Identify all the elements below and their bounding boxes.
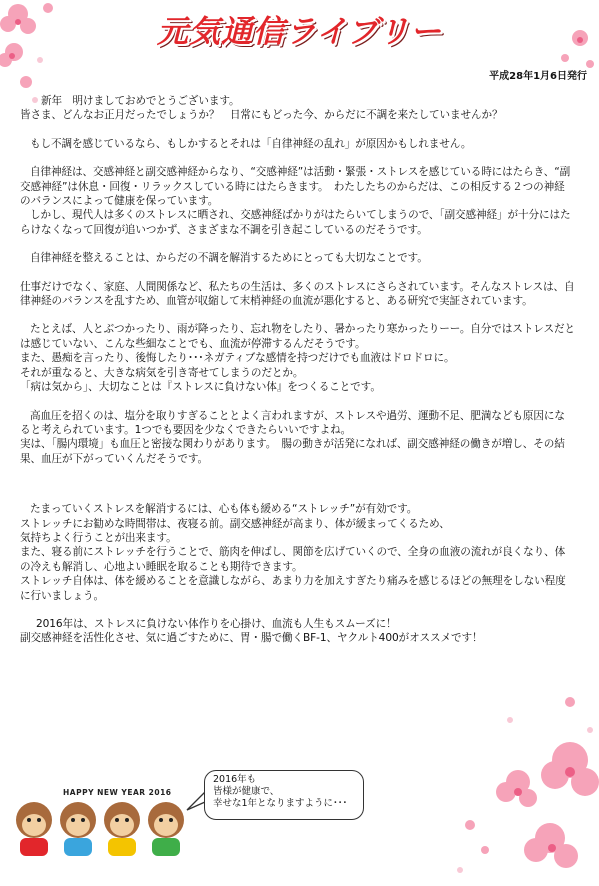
- text-line: 高血圧を招くのは、塩分を取りすぎることとよく言われますが、ストレスや過労、運動不足、肥満なども原因になると考えられています。1つでも要因を少なくできたらいいですよね。: [20, 409, 565, 436]
- text-line: ストレッチ自体は、体を緩めることを意識しながら、あまり力を加えすぎたり痛みを感じるほどの無理をしない程度に行いましょう。: [20, 575, 566, 602]
- text-line: たとえば、人とぶつかったり、雨が降ったり、忘れ物をしたり、暑かったり寒かったりーー。自分ではストレスだとは感じていない、こんな些細なことでも、血流が停滞するんだそうです。: [20, 323, 575, 350]
- text-line: ストレッチにお勧めな時間帯は、夜寝る前。副交感神経が高まり、体が緩まってくるため、: [20, 517, 450, 530]
- paragraph-examples: [20, 322, 575, 394]
- monkey-illustration: [12, 798, 192, 860]
- bubble-line: 幸せな1年となりますように･･･: [213, 798, 348, 809]
- speech-bubble: [204, 770, 364, 820]
- paragraph-importance: [20, 251, 575, 265]
- paragraph-greeting: [20, 94, 575, 123]
- bubble-line: 皆様が健康で、: [213, 786, 280, 797]
- paragraph-intro: [20, 137, 575, 151]
- text-line: たまっていくストレスを解消するには、心も体も緩める“ストレッチ”が有効です。: [30, 503, 418, 516]
- text-line: 皆さま、どんなお正月だったでしょうか？ 日常にもどった今、からだに不調を来たしていませんか？: [20, 109, 503, 122]
- text-line: 2016年は、ストレスに負けない体作りを心掛け、血流も人生もスムーズに！: [36, 617, 397, 630]
- paragraph-closing: [20, 617, 575, 646]
- happy-new-year-label: HAPPY NEW YEAR 2016: [63, 788, 172, 797]
- monkey-icon: [16, 802, 52, 856]
- text-line: それが重なると、大きな病気を引き寄せてしまうのだとか。: [20, 366, 304, 379]
- monkey-icon: [60, 802, 96, 856]
- text-line: 自律神経は、交感神経と副交感神経からなり、“交感神経”は活動・緊張・ストレスを感じている時にはたらき、“副交感神経”は休息・回復・リラックスしている時にはたらきます。 わたしたちのからだは、この相反する２つの神経のバランスによって健康を保っています。: [20, 166, 571, 208]
- monkey-icon: [148, 802, 184, 856]
- paragraph-stretch: [20, 502, 575, 603]
- newsletter-title: 元気通信ライブリー: [157, 14, 442, 50]
- paragraph-stress: [20, 280, 575, 309]
- text-line: 「病は気から」、大切なことは『ストレスに負けない体』をつくることです。: [20, 381, 381, 394]
- issue-date: 平成28年1月6日発行: [489, 71, 587, 82]
- paragraph-blood-pressure: [20, 409, 575, 467]
- text-line: 実は、「腸内環境」も血圧と密接な関わりがあります。 腸の動きが活発になれば、副交感神経の働きが増し、その結果、血圧が下がっていくんだそうです。: [20, 438, 565, 465]
- article-body: [20, 94, 575, 660]
- text-line: 新年 明けましておめでとうございます。: [41, 95, 240, 107]
- text-line: しかし、現代人は多くのストレスに晒され、交感神経ばかりがはたらいてしまうので、「副交感神経」が十分にはたらけなくなって回復が追いつかず、さまざまな不調を引き起こしているのだそうです。: [20, 209, 571, 236]
- text-line: 自律神経を整えることは、からだの不調を解消するためにとっても大切なことです。: [30, 252, 428, 265]
- text-line: 気持ちよく行うことが出来ます。: [20, 531, 177, 544]
- text-line: 仕事だけでなく、家庭、人間関係など、私たちの生活は、多くのストレスにさらされています。そんなストレスは、自律神経のバランスを乱すため、血管が収縮して末梢神経の血流が悪化すると、ある研究で実証されています。: [20, 280, 575, 308]
- text-line: また、寝る前にストレッチを行うことで、筋肉を伸ばし、関節を広げていくので、全身の血液の流れが良くなり、体の冷えも解消し、心地よい睡眠を取ることも期待できます。: [20, 546, 566, 573]
- text-line: また、愚痴を言ったり、後悔したり･･･ネガティブな感情を持つだけでも血液はドロドロに。: [20, 352, 455, 365]
- text-line: 副交感神経を活性化させ、気に過ごすために、胃・腸で働くBF-1、ヤクルト400がオススメです！: [20, 632, 483, 645]
- flower-decoration-bottom-right: [450, 690, 599, 886]
- flower-decoration-top-right: [540, 20, 599, 80]
- text-line: もし不調を感じているなら、もしかするとそれは「自律神経の乱れ」が原因かもしれません。: [30, 137, 472, 150]
- monkey-icon: [104, 802, 140, 856]
- bubble-line: 2016年も: [213, 774, 257, 785]
- paragraph-autonomic: [20, 165, 575, 237]
